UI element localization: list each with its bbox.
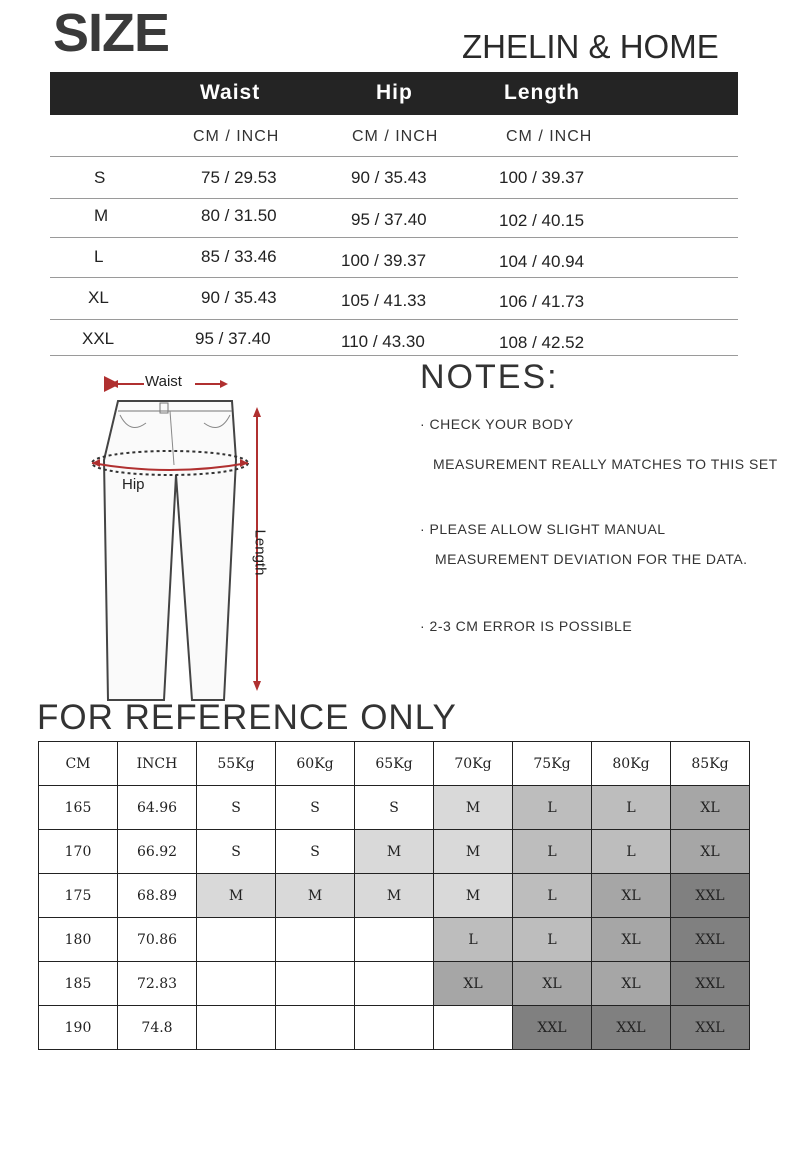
table-cell: 170 bbox=[39, 830, 118, 874]
length-value: 106 / 41.73 bbox=[499, 292, 585, 311]
table-cell: 66.92 bbox=[118, 830, 197, 874]
waist-value: 75 / 29.53 bbox=[201, 168, 277, 187]
hip-value: 95 / 37.40 bbox=[351, 210, 427, 229]
note-line: · PLEASE ALLOW SLIGHT MANUAL bbox=[420, 521, 666, 537]
table-cell: L bbox=[434, 918, 513, 962]
table-row bbox=[39, 918, 750, 962]
table-row bbox=[39, 830, 750, 874]
length-label: Length bbox=[251, 529, 269, 576]
table-cell: S bbox=[276, 830, 355, 874]
table-cell bbox=[276, 1006, 355, 1050]
reference-table bbox=[38, 741, 750, 1050]
size-label: M bbox=[94, 206, 109, 225]
table-cell: L bbox=[592, 786, 671, 830]
brand-name: ZHELIN & HOME bbox=[462, 28, 719, 65]
table-cell bbox=[355, 918, 434, 962]
table-cell: L bbox=[592, 830, 671, 874]
note-line: MEASUREMENT DEVIATION FOR THE DATA. bbox=[435, 551, 748, 567]
table-cell: XXL bbox=[513, 1006, 592, 1050]
table-cell: 72.83 bbox=[118, 962, 197, 1006]
size-row bbox=[50, 247, 738, 287]
hip-value: 100 / 39.37 bbox=[341, 251, 427, 270]
header-cell: 85Kg bbox=[671, 742, 750, 786]
table-cell: 70.86 bbox=[118, 918, 197, 962]
table-cell: XXL bbox=[671, 874, 750, 918]
waist-value: 80 / 31.50 bbox=[201, 206, 277, 225]
table-cell: L bbox=[513, 874, 592, 918]
divider bbox=[50, 355, 738, 356]
waist-value: 85 / 33.46 bbox=[201, 247, 277, 266]
header-cell: 70Kg bbox=[434, 742, 513, 786]
table-cell: 180 bbox=[39, 918, 118, 962]
table-cell: XXL bbox=[592, 1006, 671, 1050]
note-line: MEASUREMENT REALLY MATCHES TO THIS SET bbox=[433, 456, 778, 472]
length-value: 102 / 40.15 bbox=[499, 211, 585, 230]
header-cell: CM bbox=[39, 742, 118, 786]
size-row bbox=[50, 329, 738, 369]
table-cell: L bbox=[513, 830, 592, 874]
table-cell: 165 bbox=[39, 786, 118, 830]
table-cell: S bbox=[276, 786, 355, 830]
table-cell bbox=[355, 962, 434, 1006]
table-cell: XXL bbox=[671, 1006, 750, 1050]
size-row bbox=[50, 206, 738, 246]
note-line: · 2-3 CM ERROR IS POSSIBLE bbox=[420, 618, 633, 634]
column-hip: Hip bbox=[376, 81, 413, 104]
waist-label: Waist bbox=[145, 373, 182, 390]
size-label: XL bbox=[88, 288, 109, 307]
length-value: 108 / 42.52 bbox=[499, 333, 585, 352]
table-cell: L bbox=[513, 786, 592, 830]
size-label: XXL bbox=[82, 329, 115, 348]
table-cell bbox=[197, 962, 276, 1006]
table-cell: M bbox=[355, 830, 434, 874]
table-cell: XXL bbox=[671, 918, 750, 962]
table-cell bbox=[276, 962, 355, 1006]
reference-title: FOR REFERENCE ONLY bbox=[37, 698, 457, 737]
unit-label-waist: CM / INCH bbox=[193, 128, 280, 145]
table-cell: M bbox=[434, 874, 513, 918]
hip-value: 105 / 41.33 bbox=[341, 291, 427, 310]
header-cell: 60Kg bbox=[276, 742, 355, 786]
unit-label-hip: CM / INCH bbox=[352, 128, 439, 145]
hip-value: 90 / 35.43 bbox=[351, 168, 427, 187]
table-cell: XL bbox=[434, 962, 513, 1006]
divider bbox=[50, 156, 738, 157]
hip-label: Hip bbox=[122, 476, 145, 493]
table-cell: 175 bbox=[39, 874, 118, 918]
table-cell: M bbox=[434, 830, 513, 874]
table-cell bbox=[197, 1006, 276, 1050]
table-cell: 64.96 bbox=[118, 786, 197, 830]
header-cell: 55Kg bbox=[197, 742, 276, 786]
length-value: 104 / 40.94 bbox=[499, 252, 585, 271]
column-waist: Waist bbox=[200, 81, 261, 104]
table-row bbox=[39, 962, 750, 1006]
table-cell: XL bbox=[592, 874, 671, 918]
divider bbox=[50, 237, 738, 238]
table-header-row bbox=[39, 742, 750, 786]
unit-label-length: CM / INCH bbox=[506, 128, 593, 145]
page-title: SIZE bbox=[53, 3, 170, 63]
divider bbox=[50, 277, 738, 278]
size-label: L bbox=[94, 247, 104, 266]
table-cell: M bbox=[355, 874, 434, 918]
table-row bbox=[39, 874, 750, 918]
table-cell: XL bbox=[671, 830, 750, 874]
waist-value: 90 / 35.43 bbox=[201, 288, 277, 307]
length-value: 100 / 39.37 bbox=[499, 168, 585, 187]
table-cell: M bbox=[276, 874, 355, 918]
column-length: Length bbox=[504, 81, 580, 104]
size-label: S bbox=[94, 168, 106, 187]
table-cell: L bbox=[513, 918, 592, 962]
table-cell: S bbox=[197, 830, 276, 874]
table-row bbox=[39, 786, 750, 830]
table-cell bbox=[355, 1006, 434, 1050]
size-row bbox=[50, 168, 738, 208]
divider bbox=[50, 319, 738, 320]
table-cell: 74.8 bbox=[118, 1006, 197, 1050]
table-cell: S bbox=[197, 786, 276, 830]
size-row bbox=[50, 288, 738, 328]
header-cell: 80Kg bbox=[592, 742, 671, 786]
table-cell: M bbox=[434, 786, 513, 830]
table-cell: XL bbox=[592, 918, 671, 962]
table-cell: 185 bbox=[39, 962, 118, 1006]
table-cell: XL bbox=[513, 962, 592, 1006]
divider bbox=[50, 198, 738, 199]
table-cell: 68.89 bbox=[118, 874, 197, 918]
header-cell: INCH bbox=[118, 742, 197, 786]
table-cell: XL bbox=[592, 962, 671, 1006]
waist-value: 95 / 37.40 bbox=[195, 329, 271, 348]
table-row bbox=[39, 1006, 750, 1050]
notes-title: NOTES: bbox=[420, 358, 559, 396]
table-cell: XXL bbox=[671, 962, 750, 1006]
table-cell: S bbox=[355, 786, 434, 830]
note-line: · CHECK YOUR BODY bbox=[420, 416, 574, 432]
table-cell: M bbox=[197, 874, 276, 918]
table-cell bbox=[434, 1006, 513, 1050]
table-cell: 190 bbox=[39, 1006, 118, 1050]
hip-value: 110 / 43.30 bbox=[341, 332, 425, 351]
table-cell bbox=[276, 918, 355, 962]
table-cell bbox=[197, 918, 276, 962]
header-cell: 75Kg bbox=[513, 742, 592, 786]
table-cell: XL bbox=[671, 786, 750, 830]
header-cell: 65Kg bbox=[355, 742, 434, 786]
